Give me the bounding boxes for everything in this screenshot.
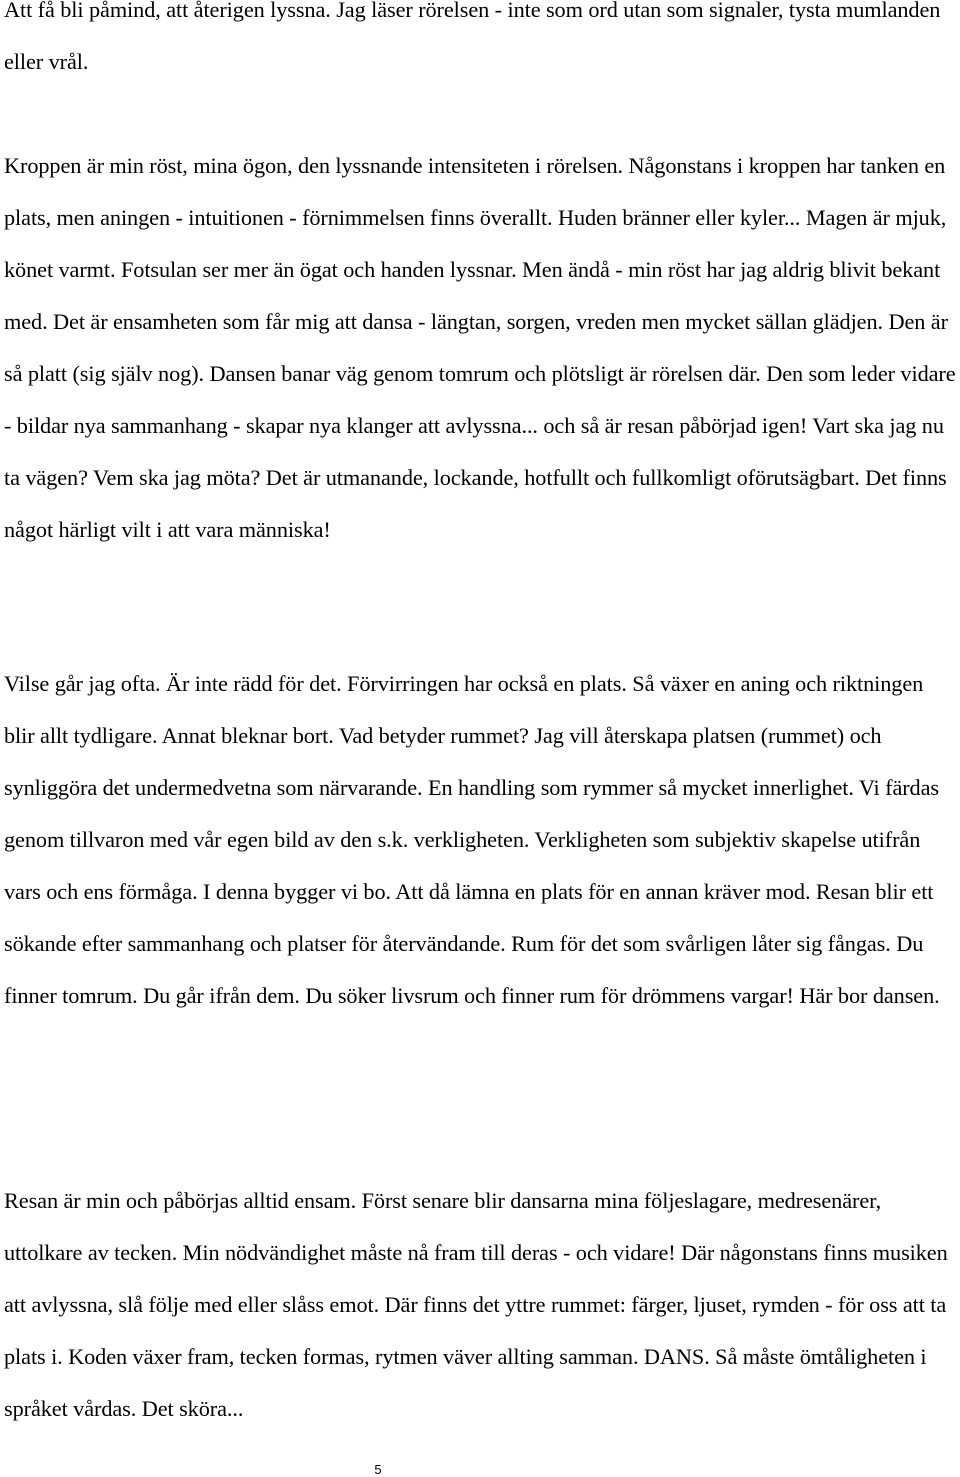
page-number: 5 — [374, 1462, 382, 1477]
body-paragraph: Vilse går jag ofta. Är inte rädd för det. Förvirringen har också en plats. Så växer en aning och riktningen blir allt tydligare. Annat bleknar bort. Vad betyder rummet? Jag vill återskapa platsen (rummet) och synliggöra det undermedvetna som närvarande. En handling som rymmer så mycket innerlighet. Vi färdas genom tillvaron med vår egen bild av den s.k. verkligheten. Verkligheten som subjektiv skapelse utifrån vars och ens förmåga. I denna bygger vi bo. Att då lämna en plats för en annan kräver mod. Resan blir ett sökande efter sammanhang och platser för återvändande. Rum för det som svårligen låter sig fångas. Du finner tomrum. Du går ifrån dem. Du söker livsrum och finner rum för drömmens vargar! Här bor dansen. — [4, 671, 940, 1008]
body-paragraph: Resan är min och påbörjas alltid ensam. Först senare blir dansarna mina följeslagare, medresenärer, uttolkare av tecken. Min nödvändighet måste nå fram till deras - och vidare! Där någonstans finns musiken att avlyssna, slå följe med eller slåss emot. Där finns det yttre rummet: färger, ljuset, rymden - för oss att ta plats i. Koden växer fram, tecken formas, rytmen väver allting samman. DANS. Så måste ömtåligheten i språket vårdas. Det sköra... — [4, 1188, 948, 1421]
body-paragraph: Kroppen är min röst, mina ögon, den lyssnande intensiteten i rörelsen. Någonstans i kroppen har tanken en plats, men aningen - intuitionen - förnimmelsen finns överallt. Huden bränner eller kyler... Magen är mjuk, könet varmt. Fotsulan ser mer än ögat och handen lyssnar. Men ändå - min röst har jag aldrig blivit bekant med. Det är ensamheten som får mig att dansa - längtan, sorgen, vreden men mycket sällan glädjen. Den är så platt (sig själv nog). Dansen banar väg genom tomrum och plötsligt är rörelsen där. Den som leder vidare - bildar nya sammanhang - skapar nya klanger att avlyssna... och så är resan påbörjad igen! Vart ska jag nu ta vägen? Vem ska jag möta? Det är utmanande, lockande, hotfullt och fullkomligt oförutsägbart. Det finns något härligt vilt i att vara människa! — [4, 153, 956, 542]
body-paragraph: Att få bli påmind, att återigen lyssna. Jag läser rörelsen - inte som ord utan som signaler, tysta mumlanden eller vrål. — [4, 0, 941, 74]
